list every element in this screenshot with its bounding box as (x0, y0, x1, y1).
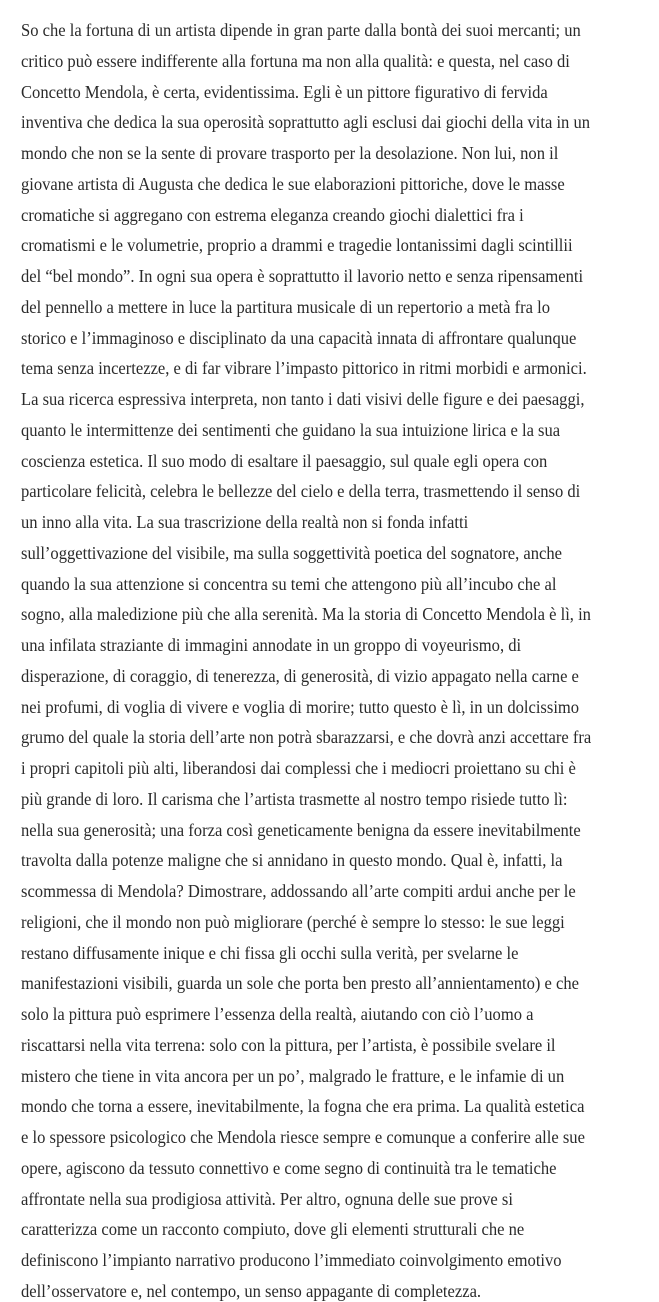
text-line: cromatiche si aggregano con estrema eleganza creando giochi dialettici fra i (21, 204, 524, 225)
text-line: cromatismi e le volumetrie, proprio a drammi e tragedie lontanissimi dagli scintillii (21, 235, 573, 256)
text-line: affrontate nella sua prodigiosa attività. Per altro, ognuna delle sue prove si (21, 1188, 513, 1209)
text-line: storico e l’immaginoso e disciplinato da una capacità innata di affrontare qualunque (21, 327, 577, 348)
text-line: scommessa di Mendola? Dimostrare, addossando all’arte compiti ardui anche per le (21, 881, 576, 901)
text-line: riscattarsi nella vita terrena: solo con la pittura, per l’artista, è possibile svelare il (21, 1034, 556, 1055)
text-line: quanto le intermittenze dei sentimenti che guidano la sua intuizione lirica e la sua (21, 419, 561, 440)
text-line: i propri capitoli più alti, liberandosi dai complessi che i mediocri proiettano su chi è (21, 758, 576, 778)
text-line: un inno alla vita. La sua trascrizione della realtà non si fonda infatti (21, 512, 469, 532)
text-line: Concetto Mendola, è certa, evidentissima. Egli è un pittore figurativo di fervida (21, 81, 548, 102)
text-line: inventiva che dedica la sua operosità soprattutto agli esclusi dai giochi della vita in un (21, 112, 591, 133)
text-line: tema senza incertezze, e di far vibrare l’impasto pittorico in ritmi morbidi e armonici. (21, 358, 587, 379)
text-line: grumo del quale la storia dell’arte non potrà sbarazzarsi, e che dovrà anzi accettare fra (21, 727, 592, 748)
text-line: nella sua generosità; una forza così geneticamente benigna da essere inevitabilmente (21, 819, 581, 840)
text-line: più grande di loro. Il carisma che l’artista trasmette al nostro tempo risiede tutto lì: (21, 788, 568, 809)
text-line: critico può essere indifferente alla fortuna ma non alla qualità: e questa, nel caso di (21, 50, 570, 71)
text-line: mondo che torna a essere, inevitabilmente, la fogna che era prima. La qualità estetica (21, 1096, 585, 1117)
text-line: coscienza estetica. Il suo modo di esaltare il paesaggio, sul quale egli opera con (21, 450, 548, 471)
text-line: travolta dalla potenze maligne che si annidano in questo mondo. Qual è, infatti, la (21, 850, 563, 871)
text-line: definiscono l’impianto narrativo producono l’immediato coinvolgimento emotivo (21, 1250, 562, 1270)
text-line: opere, agiscono da tessuto connettivo e come segno di continuità tra le tematiche (21, 1157, 557, 1178)
text-line: giovane artista di Augusta che dedica le sue elaborazioni pittoriche, dove le masse (21, 173, 565, 194)
text-line: restano diffusamente inique e chi fissa gli occhi sulla verità, per svelarne le (21, 942, 519, 963)
text-line: religioni, che il mondo non può migliorare (perché è sempre lo stesso: le sue leggi (21, 911, 565, 932)
text-line: dell’osservatore e, nel contempo, un senso appagante di completezza. (21, 1280, 482, 1301)
text-line: manifestazioni visibili, guarda un sole che porta ben presto all’annientamento) e che (21, 973, 579, 994)
text-line: sull’oggettivazione del visibile, ma sulla soggettività poetica del sognatore, anche (21, 542, 562, 563)
text-line: So che la fortuna di un artista dipende in gran parte dalla bontà dei suoi mercanti; un (21, 20, 581, 40)
text-line: particolare felicità, celebra le bellezze del cielo e della terra, trasmettendo il senso di (21, 481, 581, 502)
text-line: quando la sua attenzione si concentra su temi che attengono più all’incubo che al (21, 573, 557, 594)
text-line: mistero che tiene in vita ancora per un po’, malgrado le fratture, e le infamie di un (21, 1065, 565, 1086)
text-line: del “bel mondo”. In ogni sua opera è soprattutto il lavorio netto e senza ripensamenti (21, 266, 584, 286)
text-line: una infilata straziante di immagini annodate in un groppo di voyeurismo, di (21, 635, 522, 655)
text-line: La sua ricerca espressiva interpreta, non tanto i dati visivi delle figure e dei paesaggi, (21, 389, 585, 409)
text-line: sogno, alla maledizione più che alla serenità. Ma la storia di Concetto Mendola è lì, in (21, 604, 591, 625)
text-line: solo la pittura può esprimere l’essenza della realtà, aiutando con ciò l’uomo a (21, 1004, 534, 1024)
text-line: del pennello a mettere in luce la partitura musicale di un repertorio a metà fra lo (21, 296, 550, 317)
text-line: nei profumi, di voglia di vivere e voglia di morire; tutto questo è lì, in un dolcissimo (21, 696, 580, 717)
text-line: caratterizza come un racconto compiuto, dove gli elementi strutturali che ne (21, 1219, 525, 1240)
text-line: disperazione, di coraggio, di tenerezza, di generosità, di vizio appagato nella carne e (21, 665, 579, 686)
text-line: mondo che non se la sente di provare trasporto per la desolazione. Non lui, non il (21, 143, 559, 163)
text-line: e lo spessore psicologico che Mendola riesce sempre e comunque a conferire alle sue (21, 1127, 585, 1147)
